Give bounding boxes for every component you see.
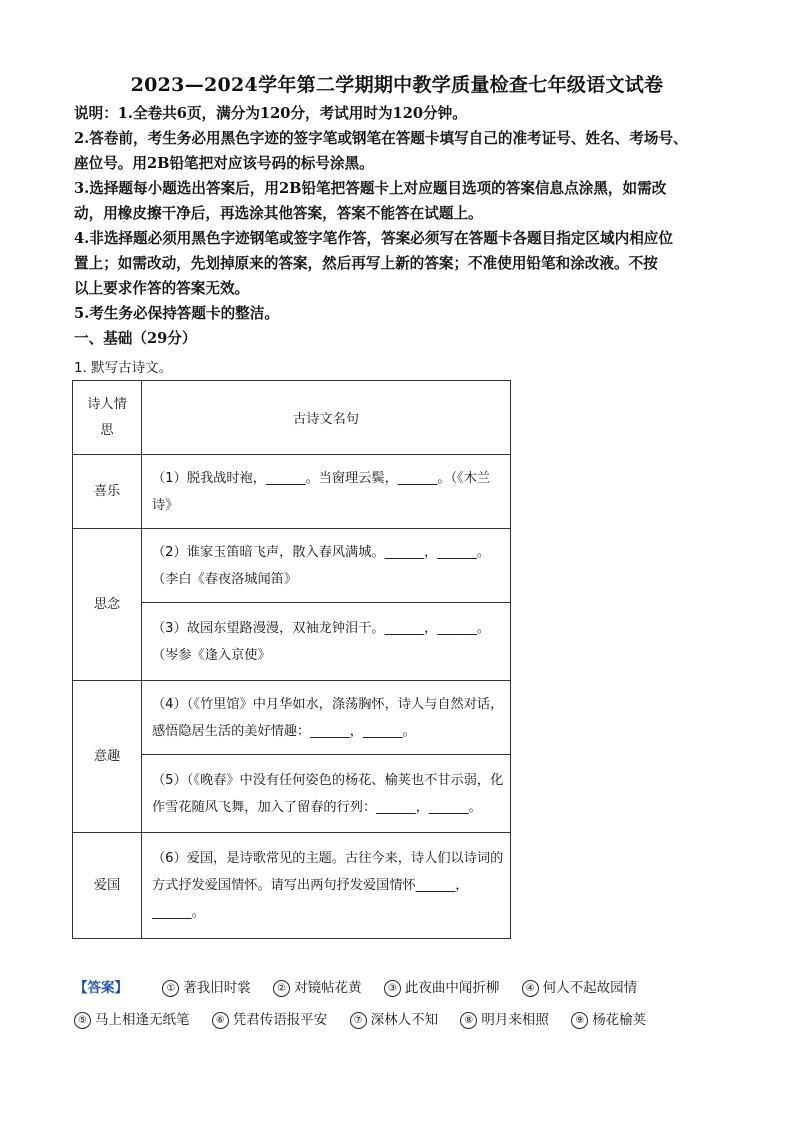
answer-item: [74, 1008, 190, 1029]
row-item: （4）（《竹里馆》中月华如水，涤荡胸怀，诗人与自然对话，感悟隐居生活的美好情趣：______，______。: [142, 681, 511, 755]
answer-item: [273, 976, 362, 997]
table-header-row: [73, 381, 511, 455]
answer-number: ⑧: [460, 1012, 477, 1029]
answer-number: ⑥: [212, 1012, 229, 1029]
row-category: 思念: [73, 529, 142, 681]
row-category: 爱国: [73, 833, 142, 939]
instruction-line: 5.考生务必保持答题卡的整洁。: [74, 305, 279, 322]
answer-number: ⑦: [350, 1012, 367, 1029]
row-item: （2）谁家玉笛暗飞声，散入春风满城。______，______。（李白《春夜洛城闻笛》: [142, 529, 511, 603]
instruction-line: 2.答卷前，考生务必用黑色字迹的签字笔或钢笔在答题卡填写自己的准考证号、姓名、考场号、: [74, 130, 688, 147]
row-category: 意趣: [73, 681, 142, 833]
answer-text: 深林人不知: [370, 1012, 439, 1028]
instruction-line: 动，用橡皮擦干净后，再选涂其他答案，答案不能答在试题上。: [74, 205, 483, 222]
answer-number: ②: [273, 980, 290, 997]
answer-text: 凭君传语报平安: [232, 1012, 328, 1028]
answer-text: 杨花榆荚: [592, 1012, 647, 1028]
instruction-line: 4.非选择题必须用黑色字迹钢笔或签字笔作答，答案必须写在答题卡各题目指定区域内相应位: [74, 230, 673, 247]
answer-item: [522, 976, 638, 997]
answer-text: 马上相逢无纸笔: [95, 1012, 190, 1028]
page-title: 2023—2024学年第二学期期中教学质量检查七年级语文试卷: [130, 74, 664, 96]
table-row: [73, 455, 511, 529]
header-content: 古诗文名句: [142, 381, 511, 455]
answer-number: ⑤: [74, 1012, 91, 1029]
answers-line-1: [74, 976, 637, 997]
answer-label: 【答案】: [74, 980, 128, 996]
instruction-line: 说明：1.全卷共6页，满分为120分，考试用时为120分钟。: [74, 105, 467, 122]
answer-item: [350, 1008, 439, 1029]
row-item: （6）爱国，是诗歌常见的主题。古往今来，诗人们以诗词的方式抒发爱国情怀。请写出两句抒发爱国情怀______，______。: [142, 833, 511, 939]
answer-text: 此夜曲中闻折柳: [404, 980, 500, 996]
answer-number: ①: [162, 980, 179, 997]
answer-number: ⑨: [571, 1012, 588, 1029]
instruction-line: 置上；如需改动，先划掉原来的答案，然后再写上新的答案；不准使用铅笔和涂改液。不按: [74, 255, 658, 272]
answer-number: ③: [384, 980, 401, 997]
row-category: 喜乐: [73, 455, 142, 529]
instruction-line: 以上要求作答的答案无效。: [74, 280, 250, 297]
section-heading: 一、基础（29分）: [74, 330, 197, 347]
answer-text: 著我旧时裳: [183, 980, 251, 996]
answer-item: [460, 1008, 549, 1029]
poem-table: [72, 380, 511, 939]
instruction-line: 座位号。用2B铅笔把对应该号码的标号涂黑。: [74, 155, 374, 172]
table-row: [73, 529, 511, 603]
instruction-line: 3.选择题每小题选出答案后，用2B铅笔把答题卡上对应题目选项的答案信息点涂黑，如需改: [74, 180, 667, 197]
answer-number: ④: [522, 980, 539, 997]
answer-text: 明月来相照: [481, 1012, 549, 1028]
answer-item: [162, 976, 251, 997]
answer-text: 对镜帖花黄: [294, 980, 362, 996]
row-item: （5）（《晚春》中没有任何姿色的杨花、榆荚也不甘示弱，化作雪花随风飞舞，加入了留春的行列：______，______。: [142, 755, 511, 833]
table-row: [73, 681, 511, 755]
answer-item: [212, 1008, 328, 1029]
answers-line-2: [74, 1008, 646, 1029]
row-item: （1）脱我战时袍，______。当窗理云鬓，______。（《木兰诗》: [142, 455, 511, 529]
table-row: [73, 833, 511, 939]
answer-item: [384, 976, 500, 997]
row-item: （3）故园东望路漫漫，双袖龙钟泪干。______，______。（岑参《逢入京使》: [142, 603, 511, 681]
answer-item: [571, 1008, 646, 1029]
answer-text: 何人不起故园情: [542, 980, 638, 996]
header-category: 诗人情思: [73, 381, 142, 455]
question-1-prompt: 1. 默写古诗文。: [74, 360, 173, 376]
